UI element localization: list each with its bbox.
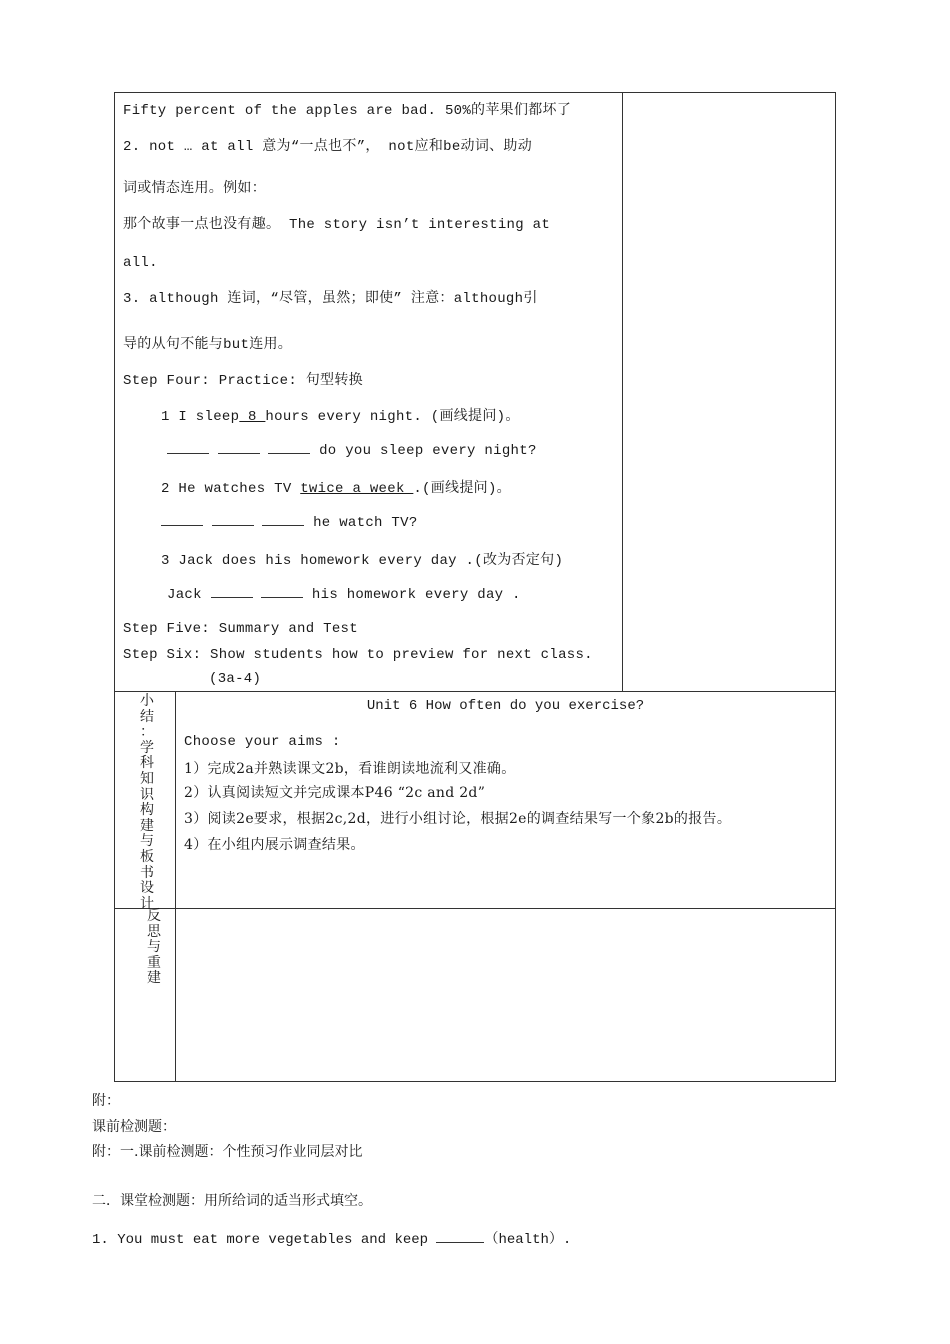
q1-underlined: 8	[239, 409, 266, 425]
text-line: Fifty percent of the apples are bad. 50%的苹果们都坏了	[123, 103, 572, 119]
answer-line-1	[167, 441, 537, 459]
q1-text-end: hours every night. (画线提问)。	[265, 409, 520, 425]
answer-blank[interactable]	[211, 585, 253, 598]
step-six-heading: Step Six: Show students how to preview for next class.	[123, 647, 593, 663]
aims-intro: Choose your aims :	[184, 734, 341, 750]
summary-content-cell	[176, 692, 836, 909]
q2-underlined: twice a week	[300, 481, 414, 497]
text-line: all.	[123, 255, 158, 271]
q3-answer-prefix: Jack	[167, 587, 211, 603]
q1-answer-text: do you sleep every night?	[310, 443, 537, 459]
unit-title: Unit 6 How often do you exercise?	[366, 698, 645, 714]
step-four-heading: Step Four: Practice: 句型转换	[123, 373, 363, 389]
practice-question-1	[161, 405, 520, 425]
text-line: 词或情态连用。例如：	[123, 181, 266, 197]
answer-blank[interactable]	[161, 513, 203, 526]
lesson-content-cell	[115, 93, 623, 692]
text-line: 3. although 连词，“尽管，虽然；即使” 注意：although引	[123, 291, 538, 307]
text-line: 2. not … at all 意为“一点也不”， not应和be动词、助动	[123, 139, 533, 155]
summary-label-text: 小结：学科知识构建与板书设计	[140, 693, 154, 912]
reflection-label-cell	[115, 909, 176, 1082]
reflection-label	[115, 909, 175, 1081]
aim-item: 2）认真阅读短文并完成课本P46 “2c and 2d”	[184, 785, 486, 801]
answer-line-2	[161, 513, 418, 531]
answer-line-3	[167, 585, 521, 603]
test-q1-hint: （health）.	[484, 1232, 572, 1248]
summary-label-cell	[115, 692, 176, 912]
answer-blank[interactable]	[268, 441, 310, 454]
practice-question-3: 3 Jack does his homework every day .(改为否定句)	[161, 553, 564, 569]
test-q1-text: 1. You must eat more vegetables and keep	[92, 1232, 437, 1248]
aim-item: 4）在小组内展示调查结果。	[184, 837, 365, 853]
text-line: 那个故事一点也没有趣。 The story isn’t interesting at	[123, 217, 551, 233]
answer-blank[interactable]	[167, 441, 209, 454]
q2-text: 2 He watches TV	[161, 481, 301, 497]
answer-blank[interactable]	[218, 441, 260, 454]
notes-cell	[623, 93, 836, 692]
aim-item: 3）阅读2e要求，根据2c,2d，进行小组讨论，根据2e的调查结果写一个象2b的报告。	[184, 811, 732, 827]
reflection-content-cell	[176, 909, 836, 1082]
answer-blank[interactable]	[262, 513, 304, 526]
step-six-detail: (3a-4)	[209, 671, 262, 687]
q1-text: 1 I sleep	[161, 409, 240, 425]
answer-blank[interactable]	[436, 1230, 484, 1243]
text-line: 导的从句不能与but连用。	[123, 337, 293, 353]
reflection-label-text: 反思与重建	[147, 908, 161, 987]
answer-blank[interactable]	[212, 513, 254, 526]
footer-heading: 课前检测题：	[92, 1119, 176, 1135]
aim-item: 1）完成2a并熟读课文2b，看谁朗读地流利又准确。	[184, 761, 516, 777]
q2-answer-text: he watch TV?	[304, 515, 418, 531]
practice-question-2	[161, 477, 511, 497]
classroom-test-heading: 二．课堂检测题：用所给词的适当形式填空。	[92, 1193, 372, 1209]
footer-note: 附：	[92, 1093, 120, 1109]
summary-label	[115, 692, 175, 912]
answer-blank[interactable]	[261, 585, 303, 598]
lesson-table	[114, 92, 836, 1082]
footer-line: 附：一.课前检测题：个性预习作业同层对比	[92, 1144, 363, 1160]
q2-text-end: .(画线提问)。	[413, 481, 511, 497]
test-question-1	[92, 1228, 571, 1248]
step-five-heading: Step Five: Summary and Test	[123, 621, 358, 637]
q3-answer-text: his homework every day .	[303, 587, 521, 603]
